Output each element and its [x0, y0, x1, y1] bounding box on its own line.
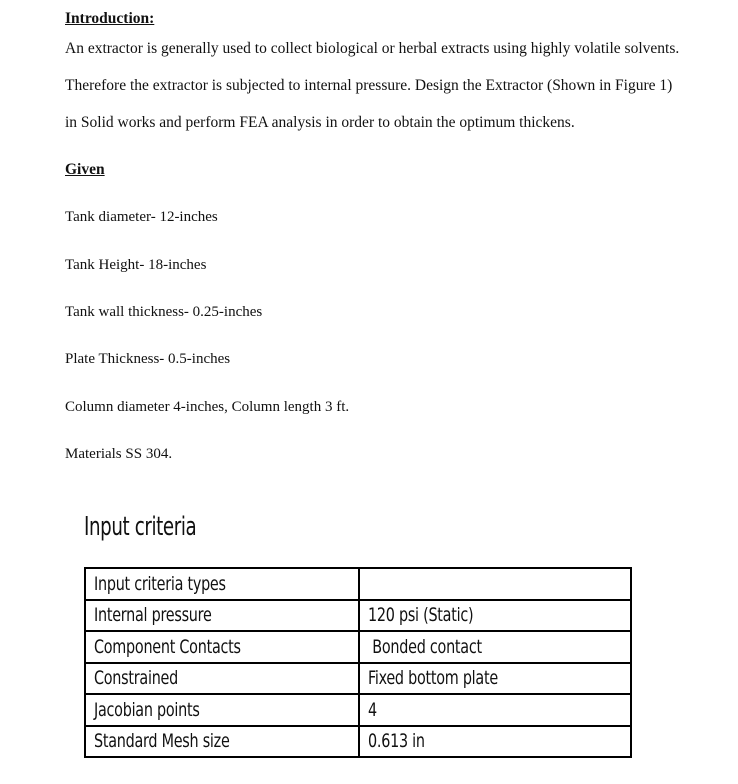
input-criteria-title: Input criteria — [84, 512, 197, 542]
input-criteria-table — [84, 567, 632, 758]
table-row — [85, 568, 631, 600]
criteria-value: Bonded contact — [368, 635, 482, 658]
table-row — [85, 600, 631, 632]
criteria-value: 120 psi (Static) — [368, 604, 474, 627]
given-item-tank-diameter: Tank diameter- 12-inches — [65, 209, 218, 225]
table-row — [85, 631, 631, 663]
criteria-label: Component Contacts — [94, 635, 241, 658]
table-row — [85, 663, 631, 695]
criteria-value: Fixed bottom plate — [368, 667, 498, 690]
criteria-label: Constrained — [94, 667, 178, 690]
introduction-paragraph: An extractor is generally used to collect biological or herbal extracts using highly volatile solvents. Therefore the extractor is subjected to internal pressure. Design the Extractor (Shown in Figure 1) in Solid works and perform FEA analysis in order to obtain the optimum thickens. — [65, 40, 680, 131]
criteria-label: Input criteria types — [94, 572, 226, 595]
criteria-label: Internal pressure — [94, 604, 212, 627]
given-item-tank-height: Tank Height- 18-inches — [65, 257, 207, 273]
criteria-label: Standard Mesh size — [94, 730, 230, 753]
given-item-wall-thickness: Tank wall thickness- 0.25-inches — [65, 304, 263, 320]
criteria-value: 4 — [368, 698, 377, 721]
given-item-column: Column diameter 4-inches, Column length 3 ft. — [65, 399, 350, 415]
given-heading: Given — [65, 161, 105, 178]
introduction-heading: Introduction: — [65, 10, 155, 27]
given-item-plate-thickness: Plate Thickness- 0.5-inches — [65, 351, 231, 367]
criteria-label: Jacobian points — [94, 698, 200, 721]
table-row — [85, 726, 631, 758]
table-row — [85, 694, 631, 726]
criteria-value: 0.613 in — [368, 730, 425, 753]
given-item-materials: Materials SS 304. — [65, 446, 173, 462]
